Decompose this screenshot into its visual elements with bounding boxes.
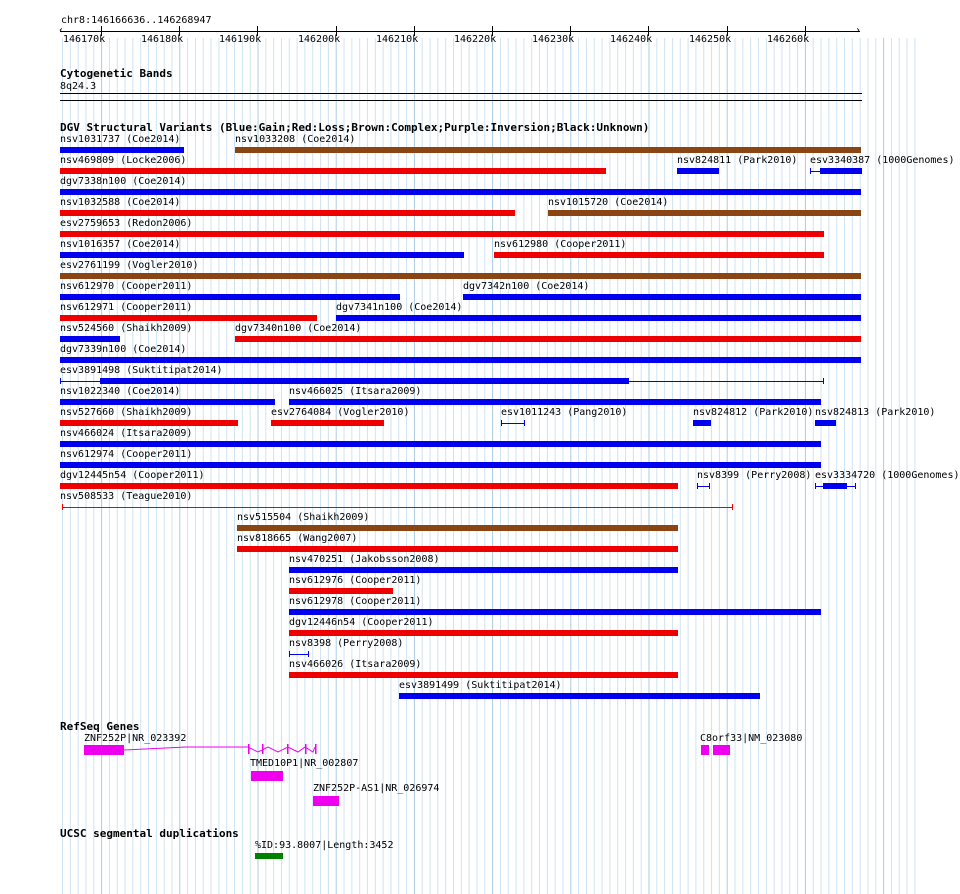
dgv-feature-label[interactable]: nsv818665 (Wang2007) <box>237 533 358 544</box>
refseq-track-title[interactable]: RefSeq Genes <box>60 720 140 733</box>
dgv-feature-label[interactable]: nsv1032588 (Coe2014) <box>60 197 181 208</box>
ruler-location: chr8:146166636..146268947 <box>61 15 212 26</box>
dgv-feature-label[interactable]: nsv824813 (Park2010) <box>815 407 936 418</box>
ruler-left-arrow-icon: ‹ <box>58 25 65 36</box>
ruler-tick-label: 146230k <box>532 34 575 45</box>
dgv-feature-label[interactable]: nsv612980 (Cooper2011) <box>494 239 627 250</box>
dgv-feature-label[interactable]: nsv1031737 (Coe2014) <box>60 134 181 145</box>
dgv-feature-label[interactable]: nsv612971 (Cooper2011) <box>60 302 193 313</box>
dgv-feature-label[interactable]: dgv7338n100 (Coe2014) <box>60 176 187 187</box>
dgv-feature-label[interactable]: dgv12445n54 (Cooper2011) <box>60 470 205 481</box>
dgv-feature-label[interactable]: nsv612978 (Cooper2011) <box>289 596 422 607</box>
dgv-feature-label[interactable]: esv2764084 (Vogler2010) <box>271 407 410 418</box>
dgv-feature-label[interactable]: nsv824811 (Park2010) <box>677 155 798 166</box>
cytoband-label: 8q24.3 <box>60 81 97 92</box>
dgv-feature-label[interactable]: nsv524560 (Shaikh2009) <box>60 323 193 334</box>
refseq-gene-label[interactable]: TMED10P1|NR_002807 <box>250 758 359 769</box>
dgv-feature-label[interactable]: dgv7341n100 (Coe2014) <box>336 302 463 313</box>
dgv-feature-label[interactable]: nsv8398 (Perry2008) <box>289 638 404 649</box>
dgv-feature-label[interactable]: nsv470251 (Jakobsson2008) <box>289 554 440 565</box>
ruler-tick-label: 146240k <box>610 34 653 45</box>
dgv-feature-label[interactable]: nsv466026 (Itsara2009) <box>289 659 422 670</box>
dgv-feature-label[interactable]: nsv1015720 (Coe2014) <box>548 197 669 208</box>
segdup-feature-label[interactable]: %ID:93.8007|Length:3452 <box>255 840 394 851</box>
dgv-feature-label[interactable]: esv2761199 (Vogler2010) <box>60 260 199 271</box>
dgv-feature-label[interactable]: nsv612976 (Cooper2011) <box>289 575 422 586</box>
dgv-feature-label[interactable]: nsv824812 (Park2010) <box>693 407 814 418</box>
dgv-feature-label[interactable]: esv2759653 (Redon2006) <box>60 218 193 229</box>
ruler-tick-label: 146190k <box>219 34 262 45</box>
dgv-feature-label[interactable]: esv3340387 (1000Genomes) <box>810 155 955 166</box>
ruler-tick-label: 146210k <box>376 34 419 45</box>
dgv-feature-label[interactable]: nsv1033208 (Coe2014) <box>235 134 356 145</box>
dgv-feature-label[interactable]: dgv7339n100 (Coe2014) <box>60 344 187 355</box>
dgv-feature-label[interactable]: nsv466025 (Itsara2009) <box>289 386 422 397</box>
dgv-feature-label[interactable]: nsv612970 (Cooper2011) <box>60 281 193 292</box>
refseq-gene-label[interactable]: C8orf33|NM_023080 <box>700 733 803 744</box>
segdup-feature-bar[interactable] <box>255 853 283 859</box>
dgv-track-title[interactable]: DGV Structural Variants (Blue:Gain;Red:Loss;Brown:Complex;Purple:Inversion;Black:Unknown) <box>60 121 650 134</box>
dgv-feature-label[interactable]: nsv527660 (Shaikh2009) <box>60 407 193 418</box>
dgv-feature-label[interactable]: nsv612974 (Cooper2011) <box>60 449 193 460</box>
dgv-feature-label[interactable]: nsv466024 (Itsara2009) <box>60 428 193 439</box>
ruler-tick-label: 146200k <box>298 34 341 45</box>
dgv-feature-label[interactable]: nsv469809 (Locke2006) <box>60 155 187 166</box>
dgv-feature-label[interactable]: dgv7340n100 (Coe2014) <box>235 323 362 334</box>
ruler-right-arrow-icon: › <box>855 25 862 36</box>
dgv-feature-label[interactable]: nsv508533 (Teague2010) <box>60 491 193 502</box>
dgv-feature-label[interactable]: dgv7342n100 (Coe2014) <box>463 281 590 292</box>
ruler-tick-label: 146250k <box>689 34 732 45</box>
dgv-feature-label[interactable]: nsv1022340 (Coe2014) <box>60 386 181 397</box>
segdup-track-title[interactable]: UCSC segmental duplications <box>60 827 239 840</box>
dgv-feature-label[interactable]: esv3891499 (Suktitipat2014) <box>399 680 562 691</box>
dgv-feature-label[interactable]: nsv1016357 (Coe2014) <box>60 239 181 250</box>
dgv-feature-label[interactable]: esv3891498 (Suktitipat2014) <box>60 365 223 376</box>
refseq-gene-label[interactable]: ZNF252P|NR_023392 <box>84 733 187 744</box>
ruler-tick-label: 146220k <box>454 34 497 45</box>
dgv-feature-label[interactable]: esv3334720 (1000Genomes) <box>815 470 960 481</box>
dgv-feature-label[interactable]: esv1011243 (Pang2010) <box>501 407 628 418</box>
cytobands-track-title[interactable]: Cytogenetic Bands <box>60 67 173 80</box>
ruler-tick-label: 146170k <box>63 34 106 45</box>
dgv-feature-label[interactable]: nsv8399 (Perry2008) <box>697 470 812 481</box>
refseq-gene-label[interactable]: ZNF252P-AS1|NR_026974 <box>313 783 440 794</box>
dgv-feature-label[interactable]: dgv12446n54 (Cooper2011) <box>289 617 434 628</box>
ruler-tick-label: 146260k <box>767 34 810 45</box>
ruler-tick-label: 146180k <box>141 34 184 45</box>
dgv-feature-label[interactable]: nsv515504 (Shaikh2009) <box>237 512 370 523</box>
